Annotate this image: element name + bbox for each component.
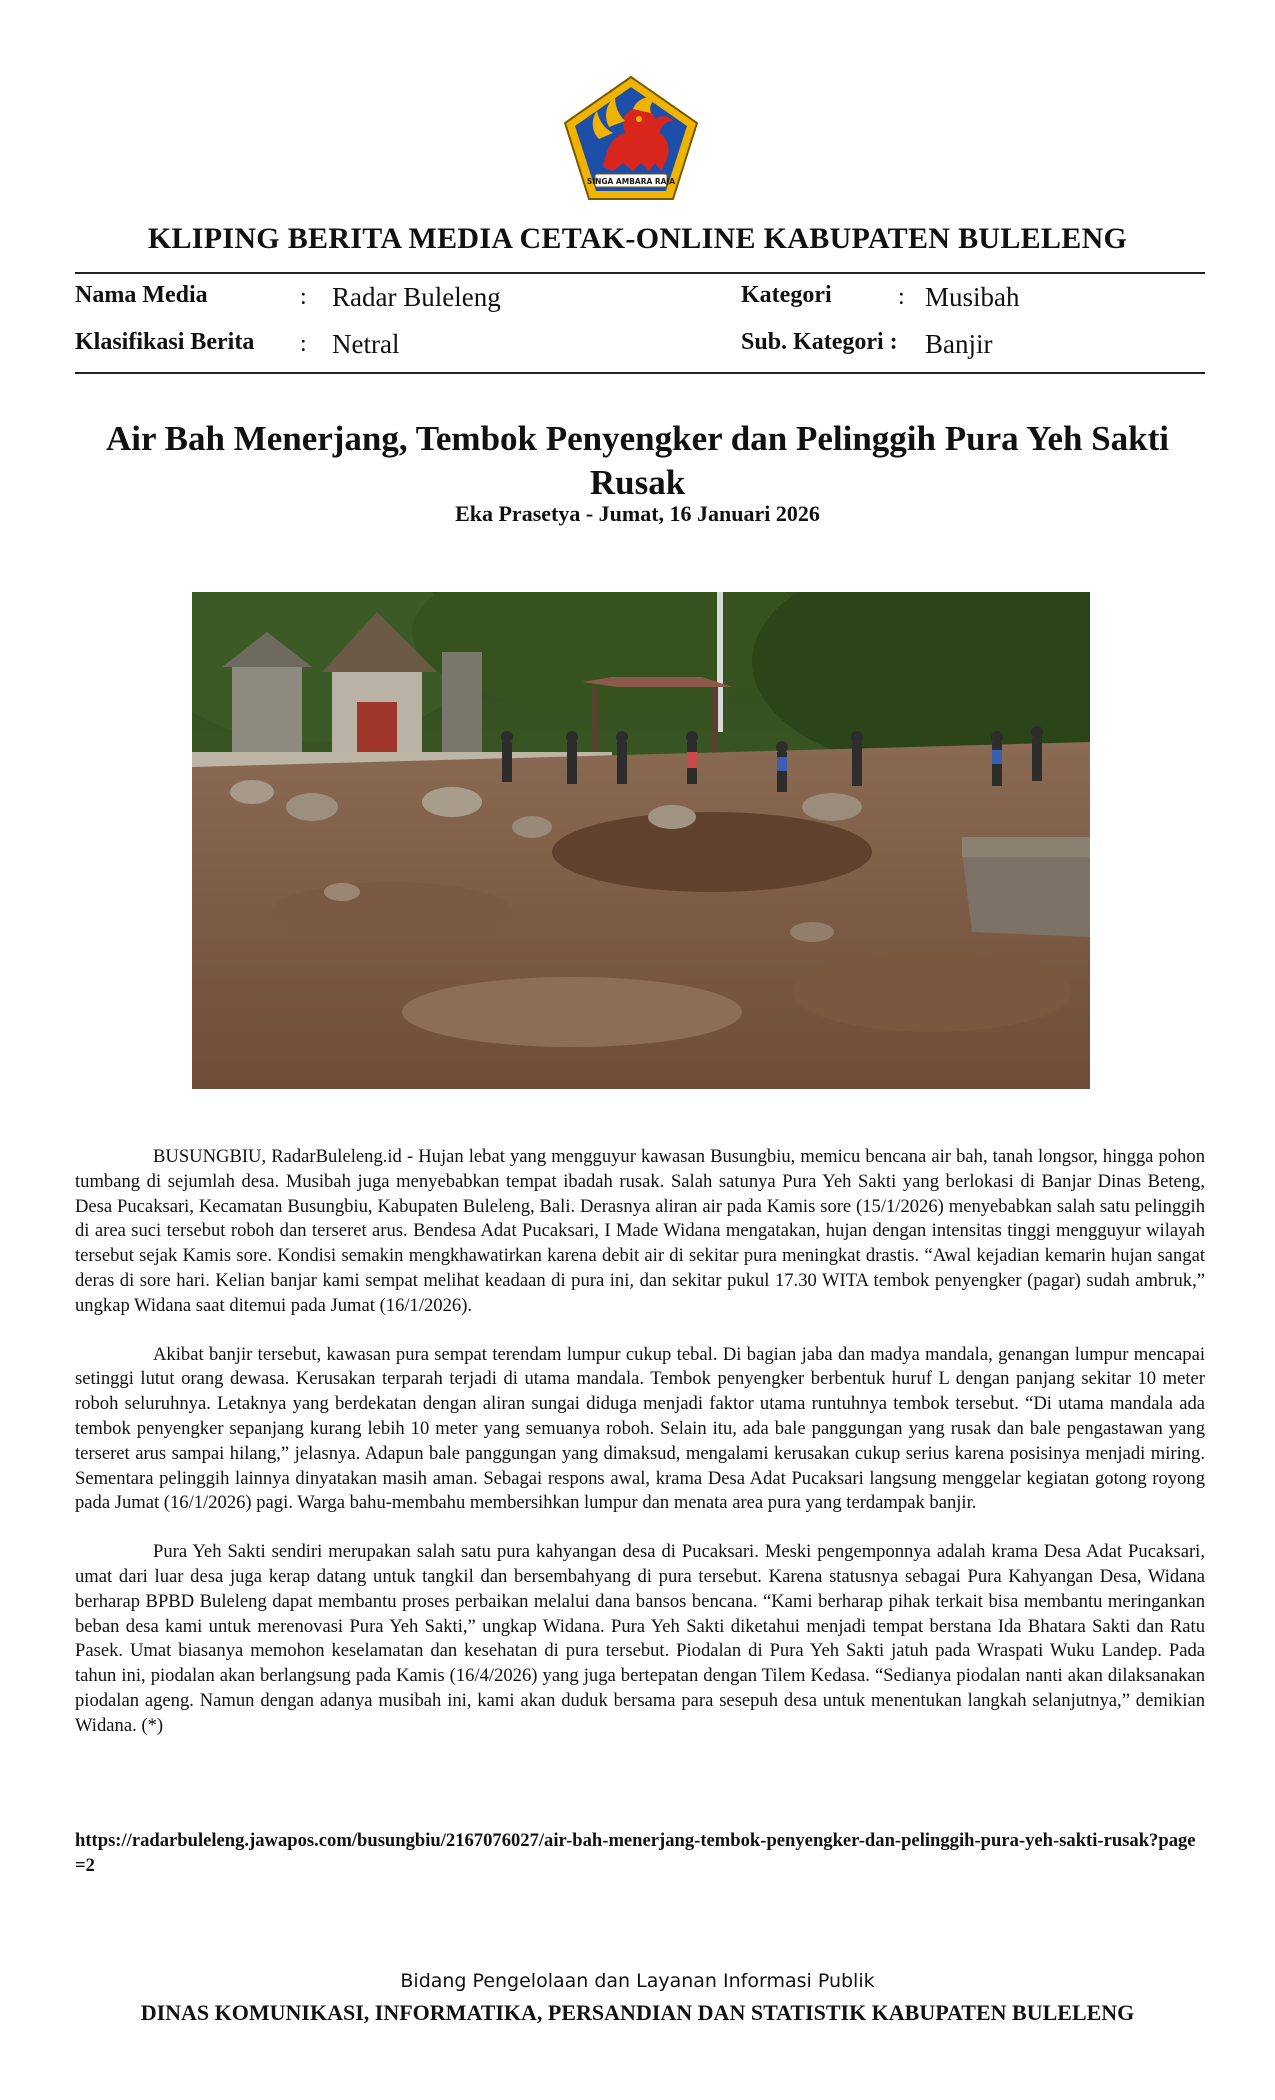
header-divider bbox=[75, 272, 1205, 274]
flood-mud-temple-photo-icon bbox=[192, 592, 1090, 1089]
footer-agency: DINAS KOMUNIKASI, INFORMATIKA, PERSANDIAN DAN STATISTIK KABUPATEN BULELENG bbox=[140, 2000, 1135, 2025]
article-byline: Eka Prasetya - Jumat, 16 Januari 2026 bbox=[455, 501, 820, 526]
classification-value: Netral bbox=[332, 329, 400, 359]
subcategory-value: Banjir bbox=[925, 329, 993, 359]
logo-motto: SINGA AMBARA RAJA bbox=[586, 177, 676, 186]
media-label: Nama Media bbox=[75, 282, 208, 308]
buleleng-regency-crest-icon bbox=[563, 75, 699, 201]
page-title: KLIPING BERITA MEDIA CETAK-ONLINE KABUPATEN BULELENG bbox=[147, 222, 1128, 255]
classification-colon: : bbox=[300, 331, 307, 357]
article-body bbox=[75, 1145, 1205, 1763]
category-value: Musibah bbox=[925, 282, 1020, 312]
article-paragraph: BUSUNGBIU, RadarBuleleng.id - Hujan lebat yang mengguyur kawasan Busungbiu, memicu bencana air bah, tanah longsor, hingga pohon tumbang di sejumlah desa. Musibah juga menyebabkan tempat ibadah rusak. Salah satunya Pura Yeh Sakti yang berlokasi di Banjar Dinas Beteng, Desa Pucaksari, Kecamatan Busungbiu, Kabupaten Buleleng, Bali. Derasnya aliran air pada Kamis sore (15/1/2026) menyebabkan salah satu pelinggih di area suci tersebut roboh dan terseret arus. Bendesa Adat Pucaksari, I Made Widana mengatakan, hujan dengan intensitas tinggi mengguyur wilayah tersebut sejak Kamis sore. Kondisi semakin mengkhawatirkan karena debit air di sekitar pura meningkat drastis. “Awal kejadian kemarin hujan sangat deras di sore hari. Kelian banjar kami sempat melihat keadaan di pura ini, dan sekitar pukul 17.30 WITA tembok penyengker (pagar) sudah ambruk,” ungkap Widana saat ditemui pada Jumat (16/1/2026). bbox=[75, 1146, 1205, 1316]
article-headline: Air Bah Menerjang, Tembok Penyengker dan Pelinggih Pura Yeh Sakti Rusak bbox=[105, 419, 1170, 502]
article-paragraph: Akibat banjir tersebut, kawasan pura sempat terendam lumpur cukup tebal. Di bagian jaba dan madya mandala, genangan lumpur mencapai setinggi lutut orang dewasa. Kerusakan terparah terjadi di utama mandala. Tembok penyengker berbentuk huruf L dengan panjang sekitar 10 meter roboh seluruhnya. Letaknya yang berdekatan dengan aliran sungai diduga menjadi faktor utama runtuhnya tembok tersebut. “Di utama mandala ada tembok penyengker sepanjang kurang lebih 10 meter yang semuanya roboh. Selain itu, ada bale panggungan yang rusak dan bale pengastawan yang terseret arus sampai hilang,” jelasnya. Adapun bale panggungan yang dimaksud, mengalami kerusakan cukup serius karena posisinya menjadi miring. Sementara pelinggih lainnya dinyatakan masih aman. Sebagai respons awal, krama Desa Adat Pucaksari langsung menggelar kegiatan gotong royong pada Jumat (16/1/2026) pagi. Warga bahu-membahu membersihkan lumpur dan menata area pura yang terdampak banjir. bbox=[75, 1343, 1205, 1514]
subcategory-label: Sub. Kategori : bbox=[741, 329, 898, 355]
media-value: Radar Buleleng bbox=[332, 282, 501, 312]
footer-division: Bidang Pengelolaan dan Layanan Informasi Publik bbox=[400, 1970, 875, 1992]
category-colon: : bbox=[898, 284, 905, 310]
article-paragraph: Pura Yeh Sakti sendiri merupakan salah satu pura kahyangan desa di Pucaksari. Meski pengemponnya adalah krama Desa Adat Pucaksari, umat dari luar desa juga kerap datang untuk tangkil dan bersembahyang di pura tersebut. Karena statusnya sebagai Pura Kahyangan Desa, Widana berharap BPBD Buleleng dapat membantu proses perbaikan melalui dana bansos bencana. “Kami berharap pihak terkait bisa membantu meringankan beban desa kami untuk merenovasi Pura Yeh Sakti,” ungkap Widana. Pura Yeh Sakti diketahui menjadi tempat berstana Ida Bhatara Sakti dan Ratu Pasek. Umat biasanya memohon keselamatan dan kesehatan di pura tersebut. Piodalan di Pura Yeh Sakti jatuh pada Wraspati Wuku Landep. Pada tahun ini, piodalan akan berlangsung pada Kamis (16/4/2026) yang juga bertepatan dengan Tilem Kedasa. “Sedianya piodalan nanti akan dilaksanakan piodalan ageng. Namun dengan adanya musibah ini, kami akan duduk bersama para sesepuh desa untuk menentukan langkah selanjutnya,” demikian Widana. (*) bbox=[75, 1541, 1205, 1736]
media-colon: : bbox=[300, 284, 307, 310]
classification-label: Klasifikasi Berita bbox=[75, 329, 255, 355]
source-link[interactable]: https://radarbuleleng.jawapos.com/busungbiu/2167076027/air-bah-menerjang-tembok-penyengker-dan-pelinggih-pura-yeh-sakti-rusak?page=2 bbox=[75, 1830, 1196, 1876]
meta-divider bbox=[75, 372, 1205, 374]
category-label: Kategori bbox=[741, 282, 832, 308]
